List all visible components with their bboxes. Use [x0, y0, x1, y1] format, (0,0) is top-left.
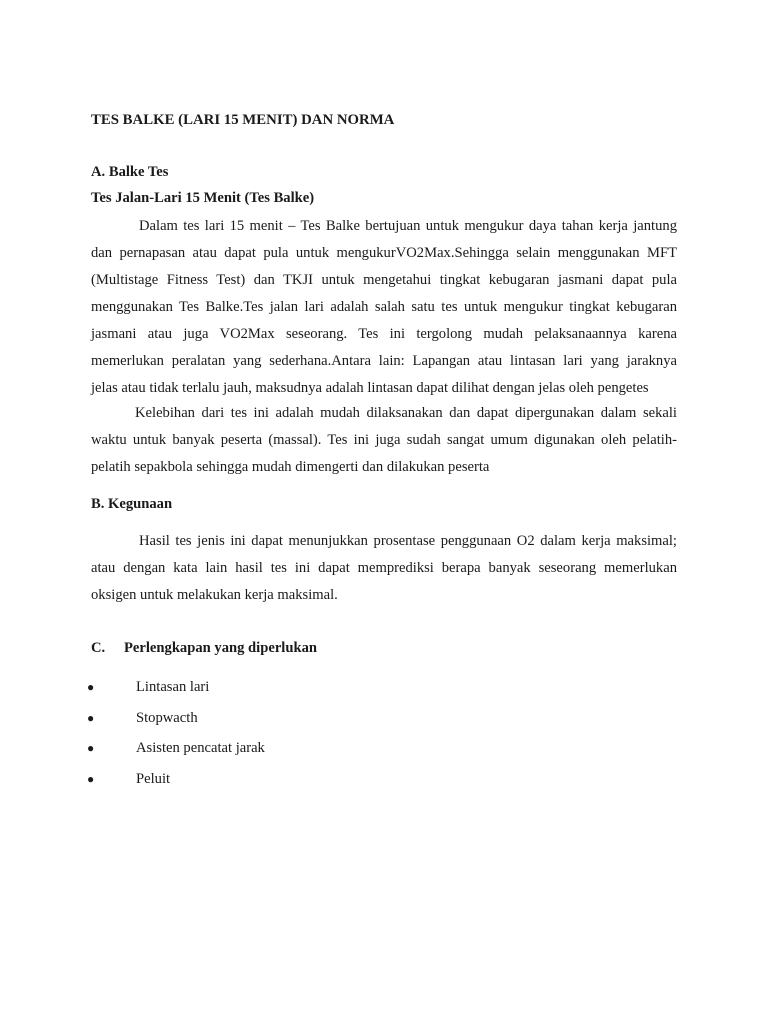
bullet-icon: ●	[87, 771, 95, 786]
paragraph-line: Kelebihan dari tes ini adalah mudah dilaksanakan dan dapat dipergunakan dalam sekali	[135, 405, 677, 421]
paragraph-line: atau dengan kata lain hasil tes ini dapat memprediksi berapa banyak seseorang memerlukan	[91, 560, 677, 576]
list-item-label: Peluit	[136, 770, 171, 787]
paragraph-line: (Multistage Fitness Test) dan TKJI untuk mengetahui tingkat kebugaran jasmani dapat pula	[91, 272, 677, 288]
paragraph-line: jasmani atau juga VO2Max seseorang. Tes ini tergolong mudah pelaksanaannya karena	[91, 326, 677, 342]
paragraph-line: menggunakan Tes Balke.Tes jalan lari adalah salah satu tes untuk mengukur tingkat kebugaran	[91, 299, 677, 315]
section-c-letter: C.	[91, 640, 106, 656]
paragraph-line: Dalam tes lari 15 menit – Tes Balke bertujuan untuk mengukur daya tahan kerja jantung	[139, 218, 677, 234]
section-b-heading: B. Kegunaan	[91, 496, 173, 512]
section-a-subheading: Tes Jalan-Lari 15 Menit (Tes Balke)	[91, 190, 315, 206]
paragraph-line: waktu untuk banyak peserta (massal). Tes ini juga sudah sangat umum digunakan oleh pelatih-	[91, 432, 677, 448]
paragraph-line: Hasil tes jenis ini dapat menunjukkan prosentase penggunaan O2 dalam kerja maksimal;	[139, 533, 677, 549]
paragraph-line: pelatih sepakbola sehingga mudah dimengerti dan dilakukan peserta	[91, 459, 490, 475]
paragraph-line: dan pernapasan atau dapat pula untuk mengukurVO2Max.Sehingga selain menggunakan MFT	[91, 245, 677, 261]
document-title: TES BALKE (LARI 15 MENIT) DAN NORMA	[91, 112, 395, 128]
list-item-label: Stopwacth	[136, 709, 198, 726]
bullet-icon: ●	[87, 710, 95, 725]
bullet-icon: ●	[87, 741, 95, 755]
paragraph-line: jelas atau tidak terlalu jauh, maksudnya adalah lintasan dapat dilihat dengan jelas oleh pengetes	[91, 380, 649, 396]
section-a-heading: A. Balke Tes	[91, 164, 169, 180]
section-c-heading: Perlengkapan yang diperlukan	[124, 640, 318, 656]
bullet-icon: ●	[87, 680, 95, 694]
list-item-label: Asisten pencatat jarak	[136, 740, 265, 756]
section-a-paragraph-2	[91, 400, 677, 481]
section-b-paragraph	[91, 528, 677, 609]
paragraph-line: memerlukan peralatan yang sederhana.Antara lain: Lapangan atau lintasan lari yang jaraknya	[91, 353, 677, 369]
paragraph-line: oksigen untuk melakukan kerja maksimal.	[91, 587, 338, 603]
list-item-label: Lintasan lari	[136, 679, 210, 695]
section-a-paragraph-1	[91, 213, 677, 402]
